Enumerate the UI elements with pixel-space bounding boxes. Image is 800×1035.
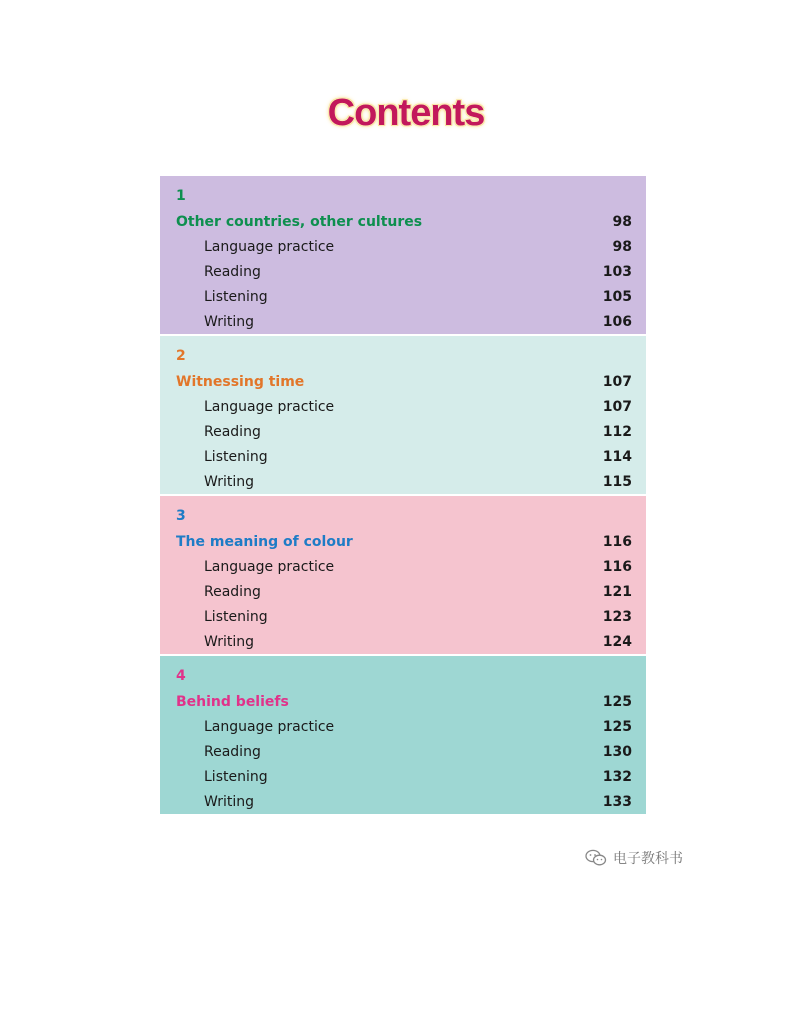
unit-heading-row[interactable] bbox=[176, 209, 632, 234]
toc-entry[interactable] bbox=[176, 234, 632, 259]
entry-label: Listening bbox=[204, 288, 268, 305]
unit-heading: The meaning of colour bbox=[176, 533, 353, 550]
page-number: 112 bbox=[602, 423, 632, 440]
unit-2-section bbox=[160, 336, 646, 494]
page-number: 116 bbox=[602, 533, 632, 550]
unit-heading-row[interactable] bbox=[176, 369, 632, 394]
page-number: 125 bbox=[602, 693, 632, 710]
toc-entry[interactable] bbox=[176, 284, 632, 309]
entry-label: Writing bbox=[204, 633, 254, 650]
unit-number: 1 bbox=[176, 188, 186, 204]
page-title: Contents bbox=[327, 92, 485, 134]
toc-entry[interactable] bbox=[176, 604, 632, 629]
contents-table bbox=[160, 176, 646, 814]
toc-entry[interactable] bbox=[176, 259, 632, 284]
page-number: 133 bbox=[602, 793, 632, 810]
toc-entry[interactable] bbox=[176, 419, 632, 444]
entry-label: Reading bbox=[204, 263, 261, 280]
entry-label: Writing bbox=[204, 793, 254, 810]
page-number: 107 bbox=[602, 373, 632, 390]
page-number: 98 bbox=[612, 213, 632, 230]
toc-entry[interactable] bbox=[176, 579, 632, 604]
page-number: 105 bbox=[602, 288, 632, 305]
unit-heading: Other countries, other cultures bbox=[176, 213, 423, 230]
entry-label: Language practice bbox=[204, 238, 335, 255]
page-number: 116 bbox=[602, 558, 632, 575]
page-number: 107 bbox=[602, 398, 632, 415]
page-number: 121 bbox=[602, 583, 632, 600]
toc-entry[interactable] bbox=[176, 764, 632, 789]
unit-heading: Witnessing time bbox=[176, 373, 305, 390]
entry-label: Language practice bbox=[204, 398, 335, 415]
toc-entry[interactable] bbox=[176, 444, 632, 469]
entry-label: Listening bbox=[204, 448, 268, 465]
entry-label: Language practice bbox=[204, 718, 335, 735]
toc-entry[interactable] bbox=[176, 554, 632, 579]
page-number: 125 bbox=[602, 718, 632, 735]
entry-label: Reading bbox=[204, 423, 261, 440]
toc-entry[interactable] bbox=[176, 714, 632, 739]
unit-4-section bbox=[160, 656, 646, 814]
toc-entry[interactable] bbox=[176, 739, 632, 764]
page-number: 115 bbox=[602, 473, 632, 490]
page-number: 103 bbox=[602, 263, 632, 280]
entry-label: Writing bbox=[204, 313, 254, 330]
entry-label: Listening bbox=[204, 768, 268, 785]
unit-heading-row[interactable] bbox=[176, 689, 632, 714]
toc-entry[interactable] bbox=[176, 629, 632, 654]
toc-entry[interactable] bbox=[176, 309, 632, 334]
unit-number: 2 bbox=[176, 348, 186, 364]
page-number: 132 bbox=[602, 768, 632, 785]
page-number: 124 bbox=[602, 633, 632, 650]
unit-number: 4 bbox=[176, 668, 186, 684]
toc-entry[interactable] bbox=[176, 394, 632, 419]
entry-label: Reading bbox=[204, 743, 261, 760]
page-number: 123 bbox=[602, 608, 632, 625]
page-number: 130 bbox=[602, 743, 632, 760]
toc-entry[interactable] bbox=[176, 469, 632, 494]
entry-label: Language practice bbox=[204, 558, 335, 575]
page-number: 98 bbox=[612, 238, 632, 255]
wechat-icon bbox=[585, 849, 607, 867]
page-number: 114 bbox=[602, 448, 632, 465]
entry-label: Writing bbox=[204, 473, 254, 490]
entry-label: Listening bbox=[204, 608, 268, 625]
unit-1-section bbox=[160, 176, 646, 334]
page-number: 106 bbox=[602, 313, 632, 330]
unit-number: 3 bbox=[176, 508, 186, 524]
unit-3-section bbox=[160, 496, 646, 654]
watermark bbox=[585, 848, 683, 868]
watermark-text: 电子教科书 bbox=[613, 851, 683, 867]
entry-label: Reading bbox=[204, 583, 261, 600]
unit-heading: Behind beliefs bbox=[176, 693, 289, 710]
unit-heading-row[interactable] bbox=[176, 529, 632, 554]
toc-entry[interactable] bbox=[176, 789, 632, 814]
